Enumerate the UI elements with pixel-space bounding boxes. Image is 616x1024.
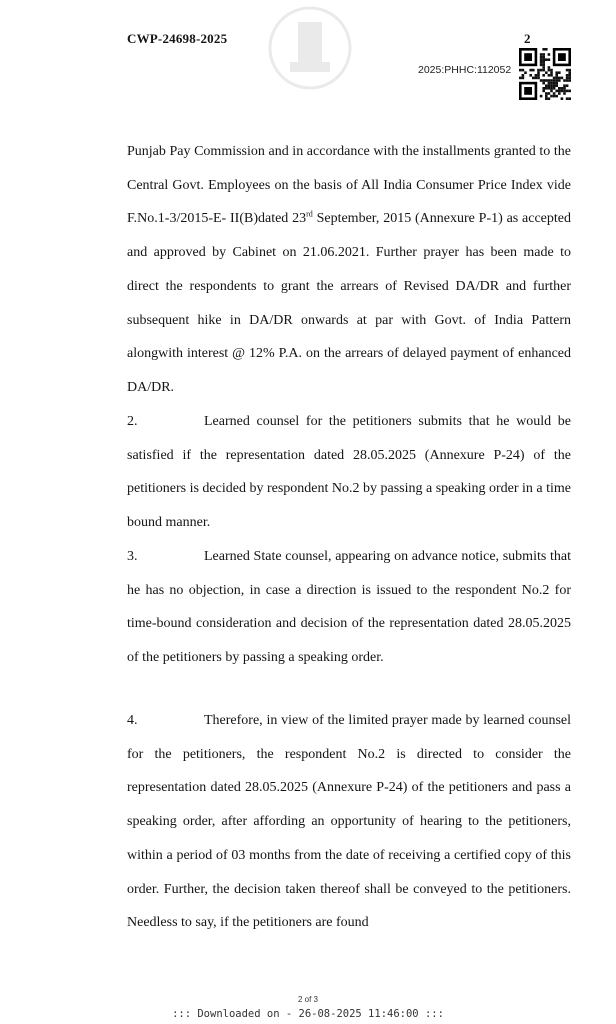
paragraph-3-number: 3. (127, 549, 138, 564)
case-number: CWP-24698-2025 (127, 31, 228, 46)
paragraph-1: Punjab Pay Commission and in accordance with the installments granted to the Central Govt. Employees on the basis of All India Consumer Price Index vide F.No.1-3/2015-E- II(B)dated 23rd September, 2015 (Annexure P-1) as accepted and approved by Cabinet on 21.06.2021. Further prayer has been made to direct the respondents to grant the arrears of Revised DA/DR and further subsequent hike in DA/DR onwards at par with Govt. of India Pattern alongwith interest @ 12% P.A. on the arrears of delayed payment of enhanced DA/DR. (127, 144, 571, 395)
paragraph-2-number: 2. (127, 414, 138, 429)
download-stamp: ::: Downloaded on - 26-08-2025 11:46:00 ::: (172, 1008, 444, 1020)
emblem-watermark-icon (262, 2, 358, 94)
paragraph-4: Therefore, in view of the limited prayer made by learned counsel for the petitioners, the respondent No.2 is directed to consider the representation dated 28.05.2025 (Annexure P-24) of the petitioners and pass a speaking order, after affording an opportunity of hearing to the petitioners, within a period of 03 months from the date of receiving a certified copy of this order. Further, the decision taken thereof shall be conveyed to the petitioners. Needless to say, if the petitioners are found (127, 713, 571, 931)
paragraph-4-number: 4. (127, 713, 138, 728)
paragraph-2: Learned counsel for the petitioners submits that he would be satisfied if the representation dated 28.05.2025 (Annexure P-24) of the petitioners is decided by respondent No.2 by passing a speaking order in a time bound manner. (127, 414, 572, 531)
verification-code: 2025:PHHC:112052 (418, 64, 512, 76)
page-of-total: 2 of 3 (297, 995, 318, 1004)
paragraph-3: Learned State counsel, appearing on advance notice, submits that he has no objection, in case a direction is issued to the respondent No.2 for time-bound consideration and decision of the representation dated 28.05.2025 of the petitioners by passing a speaking order. (127, 549, 571, 666)
qr-code-icon (519, 48, 571, 100)
page-number: 2 (524, 31, 531, 46)
